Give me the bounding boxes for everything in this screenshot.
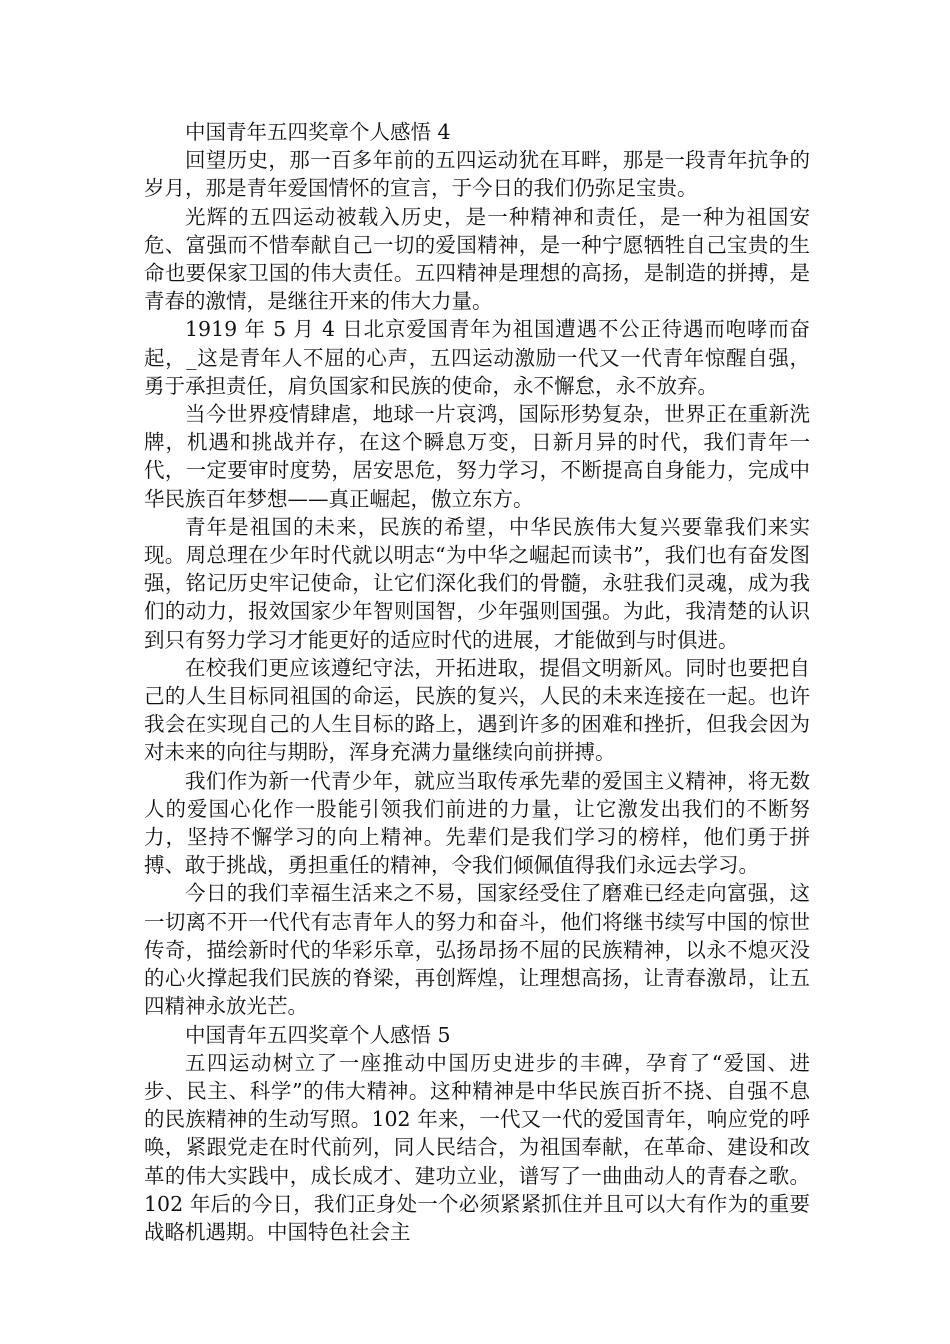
document-page bbox=[144, 118, 810, 1246]
paragraph: 我们作为新一代青少年，就应当取传承先辈的爱国主义精神，将无数人的爱国心化作一股能引领我们前进的力量，让它激发出我们的不断努力，坚持不懈学习的向上精神。先辈们是我们学习的榜样，他们勇于拼搏、敢于挑战，勇担重任的精神，令我们倾佩值得我们永远去学习。 bbox=[144, 768, 810, 878]
section-heading: 中国青年五四奖章个人感悟 5 bbox=[185, 1022, 451, 1047]
paragraph: 光辉的五四运动被载入历史，是一种精神和责任，是一种为祖国安危、富强而不惜奉献自己一切的爱国精神，是一种宁愿牺牲自己宝贵的生命也要保家卫国的伟大责任。五四精神是理想的高扬，是制造的拼搏，是青春的激情，是继往开来的伟大力量。 bbox=[144, 204, 810, 314]
paragraph: 今日的我们幸福生活来之不易，国家经受住了磨难已经走向富强，这一切离不开一代代有志青年人的努力和奋斗，他们将继书续写中国的惊世传奇，描绘新时代的华彩乐章，弘扬昂扬不屈的民族精神，以永不熄灭没的心火撑起我们民族的脊梁，再创辉煌，让理想高扬，让青春激昂，让五四精神永放光芒。 bbox=[144, 881, 810, 1019]
paragraph: 当今世界疫情肆虐，地球一片哀鸿，国际形势复杂，世界正在重新洗牌，机遇和挑战并存，在这个瞬息万变，日新月异的时代，我们青年一代，一定要审时度势，居安思危，努力学习，不断提高自身能力，完成中华民族百年梦想——真正崛起，傲立东方。 bbox=[144, 402, 810, 511]
paragraph: 在校我们更应该遵纪守法，开拓进取，提倡文明新风。同时也要把自己的人生目标同祖国的命运，民族的复兴，人民的未来连接在一起。也许我会在实现自己的人生目标的路上，遇到许多的困难和挫折，但我会因为对未来的向往与期盼，浑身充满力量继续向前拼搏。 bbox=[144, 655, 810, 765]
paragraph: 1919 年 5 月 4 日北京爱国青年为祖国遭遇不公正待遇而咆哮而奋起，_这是青年人不屈的心声，五四运动激励一代又一代青年惊醒自强，勇于承担责任，肩负国家和民族的使命，永不懈怠，永不放弃。 bbox=[144, 317, 810, 398]
section-heading: 中国青年五四奖章个人感悟 4 bbox=[185, 120, 451, 144]
paragraph: 青年是祖国的未来，民族的希望，中华民族伟大复兴要靠我们来实现。周总理在少年时代就以明志“为中华之崛起而读书”，我们也有奋发图强，铭记历史牢记使命，让它们深化我们的骨髓，永驻我们灵魂，成为我们的动力，报效国家少年智则国智，少年强则国强。为此，我清楚的认识到只有努力学习才能更好的适应时代的进展，才能做到与时俱进。 bbox=[144, 514, 810, 652]
paragraph: 回望历史，那一百多年前的五四运动犹在耳畔，那是一段青年抗争的岁月，那是青年爱国情怀的宣言，于今日的我们仍弥足宝贵。 bbox=[144, 148, 810, 201]
paragraph: 五四运动树立了一座推动中国历史进步的丰碑，孕育了“爱国、进步、民主、科学”的伟大精神。这种精神是中华民族百折不挠、自强不息的民族精神的生动写照。102 年来，一代又一代的爱国青年，响应党的呼唤，紧跟党走在时代前列，同人民结合，为祖国奉献，在革命、建设和改革的伟大实践中，成长成才、建功立业，谱写了一曲曲动人的青春之歌。102 年后的今日，我们正身处一个必须紧紧抓住并且可以大有作为的重要战略机遇期。中国特色社会主 bbox=[144, 1050, 810, 1244]
